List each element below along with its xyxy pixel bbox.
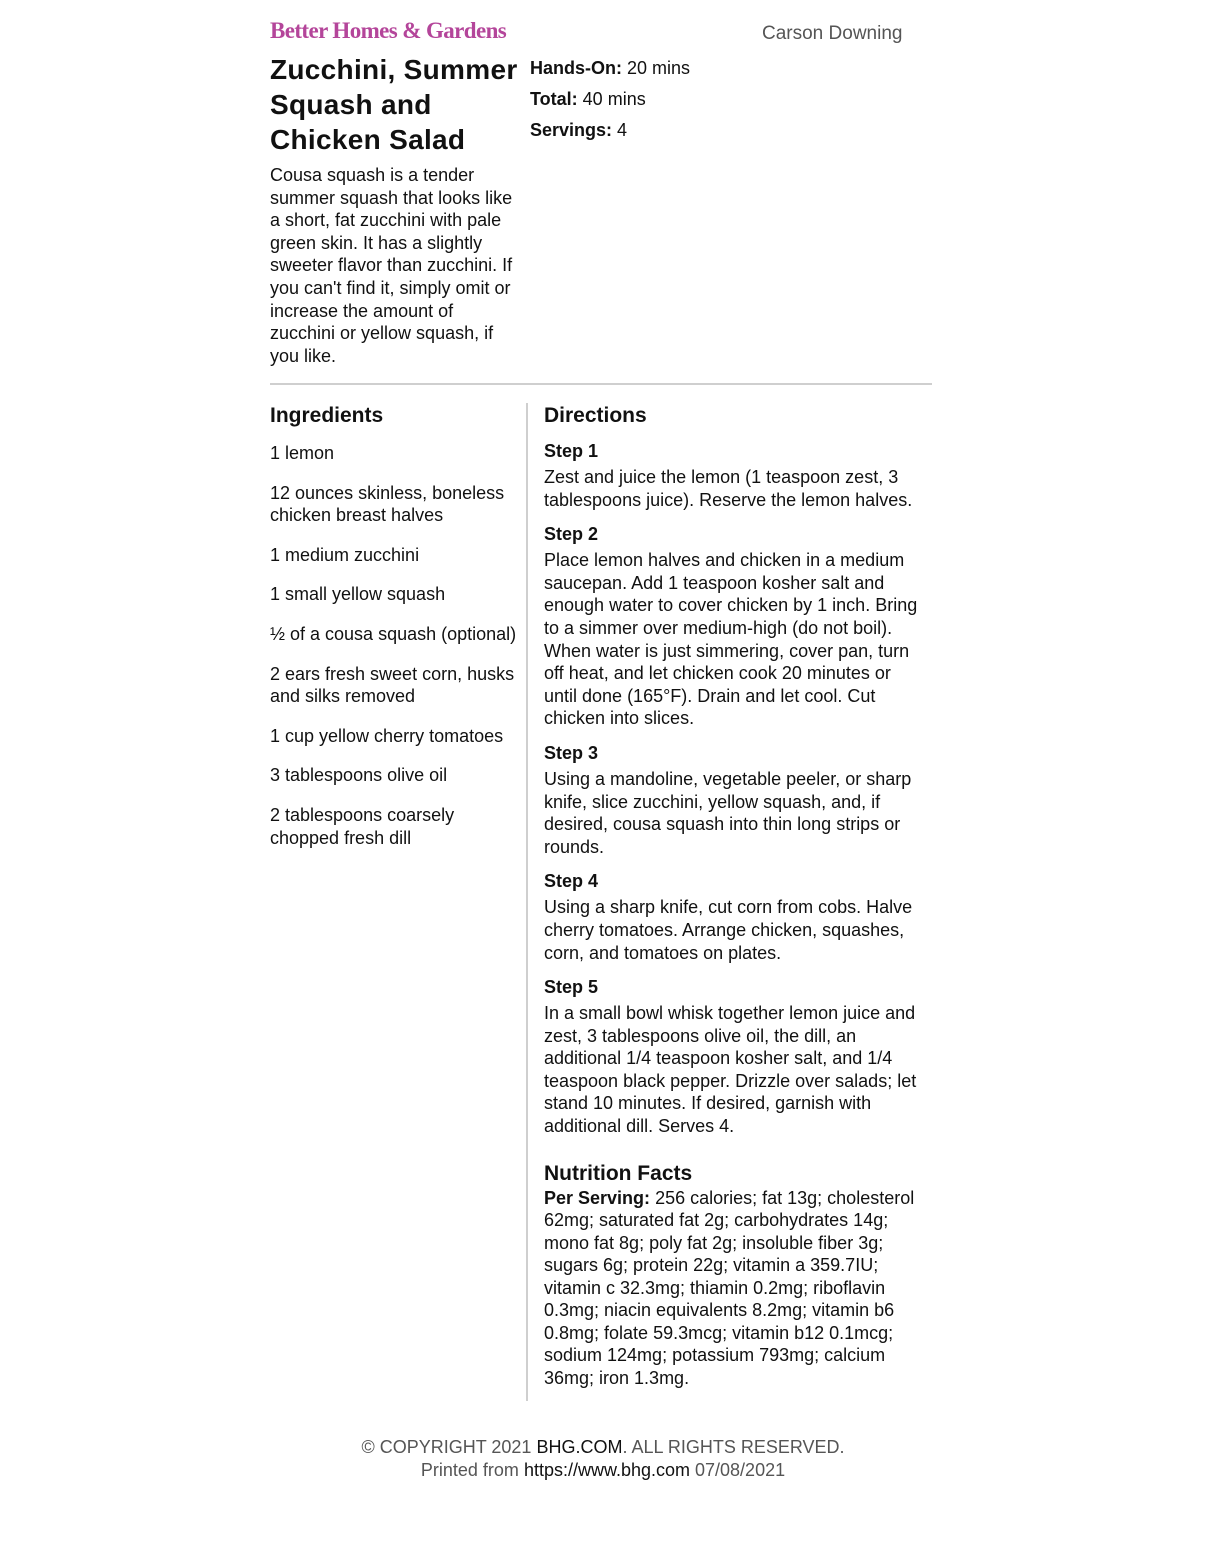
step-label: Step 5: [544, 977, 599, 998]
meta-value: 40 mins: [582, 89, 646, 109]
ingredient-item: 1 small yellow squash: [270, 584, 446, 605]
ingredient-item: 1 medium zucchini: [270, 544, 420, 565]
step-label: Step 2: [544, 524, 599, 545]
step-text: Using a mandoline, vegetable peeler, or sharp knife, slice zucchini, yellow squash, and, if desired, cousa squash into thin long strips or rounds.: [544, 768, 912, 857]
ingredient-item: 2 ears fresh sweet corn, husks and silks removed: [270, 663, 515, 707]
source-url-link[interactable]: https://www.bhg.com: [523, 1459, 691, 1480]
copyright-prefix: © COPYRIGHT 2021: [361, 1437, 537, 1457]
direction-step: [544, 975, 926, 1138]
meta-servings: [530, 119, 690, 150]
nutrition-values: 256 calories; fat 13g; cholesterol 62mg; saturated fat 2g; carbohydrates 14g; mono fat 8g; poly fat 2g; insoluble fiber 3g; sugars 6g; protein 22g; vitamin a 359.7IU; vitamin c 32.3mg; thiamin 0.2mg; riboflavin 0.3mg; niacin equivalents 8.2mg; vitamin b6 0.8mg; folate 59.3mcg; vitamin b12 0.1mcg; sodium 124mg; potassium 793mg; calcium 36mg; iron 1.3mg.: [544, 1187, 915, 1388]
meta-label: Hands-On:: [530, 58, 622, 78]
meta-total: [530, 88, 690, 119]
direction-step: [544, 522, 926, 730]
ingredients-section: [270, 402, 515, 866]
direction-step: [544, 439, 926, 511]
horizontal-divider: [270, 383, 932, 385]
recipe-meta: [530, 57, 690, 150]
ingredient-item: 1 cup yellow cherry tomatoes: [270, 725, 504, 746]
site-link[interactable]: BHG.COM: [536, 1437, 623, 1457]
nutrition-heading: Nutrition Facts: [544, 1161, 693, 1185]
copyright-line: [0, 1436, 1206, 1459]
per-serving-label: Per Serving:: [544, 1187, 651, 1208]
ingredients-heading: Ingredients: [270, 404, 384, 427]
step-text: Using a sharp knife, cut corn from cobs. Halve cherry tomatoes. Arrange chicken, squashes, corn, and tomatoes on plates.: [544, 897, 913, 963]
step-label: Step 3: [544, 742, 599, 763]
direction-step: [544, 869, 926, 964]
step-label: Step 1: [544, 441, 599, 461]
printed-prefix: Printed from: [420, 1459, 524, 1480]
page-footer: [0, 1436, 1206, 1481]
ingredient-item: 1 lemon: [270, 443, 335, 463]
directions-heading: Directions: [544, 404, 647, 427]
printed-date: 07/08/2021: [690, 1459, 786, 1480]
ingredient-item: 12 ounces skinless, boneless chicken breast halves: [270, 482, 505, 526]
meta-value: 20 mins: [627, 58, 691, 78]
step-text: Zest and juice the lemon (1 teaspoon zest, 3 tablespoons juice). Reserve the lemon halves.: [544, 467, 913, 510]
ingredient-item: ½ of a cousa squash (optional): [270, 623, 517, 644]
printed-line: [0, 1459, 1206, 1482]
step-label: Step 4: [544, 871, 599, 892]
nutrition-section: [544, 1161, 926, 1390]
meta-value: 4: [617, 120, 628, 140]
meta-label: Servings:: [530, 120, 613, 140]
directions-section: [544, 402, 926, 1389]
photo-credit: Carson Downing: [762, 23, 903, 44]
brand-logo: Better Homes & Gardens: [270, 18, 507, 43]
step-text: In a small bowl whisk together lemon juice and zest, 3 tablespoons olive oil, the dill, an additional 1/4 teaspoon kosher salt, and 1/4 teaspoon black pepper. Drizzle over salads; let stand 10 minutes. If desired, garnish with additional dill. Serves 4.: [544, 1003, 917, 1137]
ingredients-list: [270, 442, 515, 849]
meta-label: Total:: [530, 89, 578, 109]
step-text: Place lemon halves and chicken in a medium saucepan. Add 1 teaspoon kosher salt and enough water to cover chicken by 1 inch. Bring to a simmer over medium-high (do not boil). When water is just simmering, cover pan, turn off heat, and let chicken cook 20 minutes or until done (165°F). Drain and let cool. Cut chicken into slices.: [544, 550, 918, 729]
ingredient-item: 2 tablespoons coarsely chopped fresh dill: [270, 804, 455, 848]
nutrition-text: [544, 1187, 932, 1390]
recipe-title: Zucchini, Summer Squash and Chicken Salad: [270, 54, 518, 155]
vertical-divider: [526, 403, 528, 1401]
meta-hands-on: [530, 57, 690, 88]
direction-step: [544, 741, 926, 858]
copyright-suffix: . ALL RIGHTS RESERVED.: [622, 1437, 845, 1457]
recipe-intro: Cousa squash is a tender summer squash that looks like a short, fat zucchini with pale green skin. It has a slightly sweeter flavor than zucchini. If you can't find it, simply omit or increase the amount of zucchini or yellow squash, if you like.: [270, 165, 513, 366]
ingredient-item: 3 tablespoons olive oil: [270, 765, 448, 786]
